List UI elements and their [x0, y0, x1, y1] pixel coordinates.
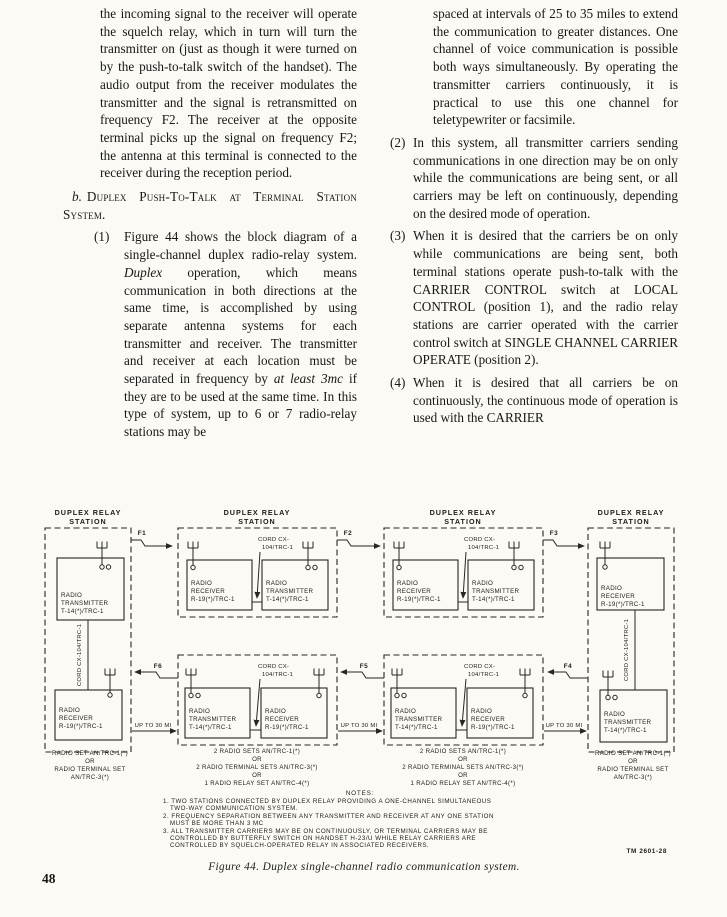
station-header: STATION — [612, 517, 650, 526]
station-4 — [588, 508, 674, 781]
item-number: (2) — [390, 134, 406, 150]
equipment-label: 2 RADIO TERMINAL SETS AN/TRC-3(*) — [402, 764, 524, 771]
equipment-label: 2 RADIO TERMINAL SETS AN/TRC-3(*) — [196, 764, 318, 771]
equipment-label: RADIO SET AN/TRC-1(*) — [595, 750, 671, 757]
equipment-label: RADIO SET AN/TRC-1(*) — [52, 750, 128, 757]
box-label: R-19(*)/TRC-1 — [397, 596, 441, 603]
figure-44-diagram — [36, 502, 702, 898]
box-label: RADIO — [472, 580, 494, 587]
cord-label: 104/TRC-1 — [468, 672, 500, 678]
equipment-label: 1 RADIO RELAY SET AN/TRC-4(*) — [204, 780, 310, 787]
box-label: RADIO — [61, 592, 83, 599]
note-line: 1. TWO STATIONS CONNECTED BY DUPLEX RELAY PROVIDING A ONE-CHANNEL SIMULTANEOUS — [163, 798, 492, 805]
box-label: R-19(*)/TRC-1 — [601, 601, 645, 608]
antenna-icon — [394, 542, 404, 570]
cord-label: 104/TRC-1 — [262, 545, 294, 551]
list-item-3 — [385, 227, 678, 369]
figure-notes — [163, 790, 494, 849]
box-label: RECEIVER — [471, 716, 506, 723]
station-header: DUPLEX RELAY — [597, 508, 665, 517]
equipment-label: OR — [252, 756, 262, 763]
box-label: R-19(*)/TRC-1 — [59, 723, 103, 730]
antenna-icon — [186, 669, 200, 698]
f5-label: F5 — [359, 663, 369, 670]
frequency-arrows — [131, 530, 588, 678]
item-text — [124, 228, 357, 440]
equipment-label: 2 RADIO SETS AN/TRC-1(*) — [419, 748, 507, 755]
note-line: CONTROLLED BY SQUELCH-OPERATED RELAY IN ASSOCIATED RECEIVERS. — [170, 842, 430, 849]
distance-label: UP TO 30 MI — [134, 723, 172, 729]
box-label: RADIO — [189, 708, 211, 715]
note-line: 3. ALL TRANSMITTER CARRIERS MAY BE ON CONTINUOUSLY, OR TERMINAL CARRIERS MAY BE — [163, 828, 488, 835]
box-label: R-19(*)/TRC-1 — [191, 596, 235, 603]
notes-title: NOTES: — [345, 790, 375, 797]
item-text-part: if they are to be used at the same time. In this type of system, up to 6 or 7 radio-relay stations may be — [124, 371, 358, 440]
box-label: RADIO — [604, 711, 626, 718]
station-3 — [384, 508, 543, 787]
f3-label: F3 — [549, 530, 559, 537]
list-item-1 — [63, 228, 357, 440]
f2-arrow — [337, 540, 380, 546]
box-label: RADIO — [266, 580, 288, 587]
cord-label: CORD CX-104/TRC-1 — [624, 618, 630, 682]
box-label: T-14(*)/TRC-1 — [189, 724, 232, 731]
cord-leader-arrow — [463, 552, 466, 598]
antenna-icon — [600, 542, 610, 570]
heading-marker: b. — [72, 189, 82, 205]
antenna-icon — [188, 542, 198, 570]
note-line: TWO-WAY COMMUNICATION SYSTEM. — [170, 805, 299, 812]
cord-label: CORD CX- — [258, 664, 290, 670]
station-header: STATION — [69, 517, 107, 526]
cord-label: CORD CX-104/TRC-1 — [77, 623, 83, 687]
equipment-label: 1 RADIO RELAY SET AN/TRC-4(*) — [410, 780, 516, 787]
station-1 — [45, 508, 131, 781]
equipment-label: AN/TRC-3(*) — [613, 774, 653, 781]
cord-leader-arrow — [256, 679, 260, 726]
antenna-icon — [520, 669, 530, 698]
f3-arrow — [543, 540, 584, 546]
box-label: RADIO — [471, 708, 493, 715]
box-label: RECEIVER — [59, 715, 94, 722]
antenna-icon — [392, 669, 406, 698]
item-number: (1) — [94, 229, 110, 245]
box-label: TRANSMITTER — [604, 719, 652, 726]
antenna-icon — [314, 669, 324, 698]
equipment-label: OR — [85, 758, 95, 765]
box-label: RECEIVER — [265, 716, 300, 723]
note-line: CONTROLLED BY BUTTERFLY SWITCH ON HANDSET H-23/U WHILE RELAY CARRIERS ARE — [170, 835, 477, 842]
box-label: TRANSMITTER — [61, 600, 109, 607]
box-label: TRANSMITTER — [472, 588, 520, 595]
cord-label: CORD CX- — [258, 537, 290, 543]
box-label: RADIO — [397, 580, 419, 587]
equipment-label: AN/TRC-3(*) — [70, 774, 110, 781]
note-line: MUST BE MORE THAN 3 MC — [170, 820, 264, 827]
f1-arrow — [131, 540, 172, 546]
item-text-part: operation, which means communication in both directions at the same time, is accomplished by using separate antenna systems for each transmitter and receiver. The transmitter and receiver at each location must be separated in frequency by — [124, 264, 357, 387]
f4-arrow — [548, 672, 588, 678]
box-label: RADIO — [59, 707, 81, 714]
equipment-label: OR — [628, 758, 638, 765]
cord-label: 104/TRC-1 — [468, 545, 500, 551]
f4-label: F4 — [563, 663, 573, 670]
list-item-2 — [385, 134, 678, 223]
station-header: DUPLEX RELAY — [223, 508, 291, 517]
item-text: In this system, all transmitter carriers sending communications in one direction may be on only while the communications are being sent, or all carriers may be left on continuously, depending on the desired mode of operation. — [413, 134, 678, 221]
cord-label: 104/TRC-1 — [262, 672, 294, 678]
equipment-label: RADIO TERMINAL SET — [54, 766, 126, 773]
f2-label: F2 — [343, 530, 353, 537]
box-label: TRANSMITTER — [266, 588, 314, 595]
box-label: RADIO — [191, 580, 213, 587]
station-header: DUPLEX RELAY — [429, 508, 497, 517]
antenna-icon — [105, 669, 115, 698]
f6-arrow — [135, 672, 178, 678]
item-text-italic: at least 3mc — [273, 371, 343, 387]
box-label: TRANSMITTER — [189, 716, 237, 723]
antenna-icon — [509, 542, 523, 570]
tm-reference-number: TM 2601-28 — [626, 848, 667, 855]
item-number: (3) — [390, 228, 406, 244]
section-heading — [63, 188, 357, 223]
cord-leader-arrow — [462, 679, 466, 726]
item-text-italic: Duplex — [124, 264, 163, 280]
figure-caption: Figure 44. Duplex single-channel radio communication system. — [208, 861, 520, 873]
distance-label: UP TO 30 MI — [340, 723, 378, 729]
equipment-label: OR — [252, 772, 262, 779]
station-header: STATION — [444, 517, 482, 526]
paragraph: the incoming signal to the receiver will operate the squelch relay, which in turn will turn the transmitter on (just as though it were turned on by the push-to-talk switch of the handset). The audio output from the receiver modulates the transmitter and the signal is retransmitted on frequency F2. The receiver at the opposite terminal picks up the signal on frequency F2; the antenna at this terminal is connected to the receiver during the reception period. — [100, 6, 357, 181]
station-header: STATION — [238, 517, 276, 526]
item-text: When it is desired that all carriers be on continuously, the continuous mode of operation is used with the CARRIER — [413, 375, 678, 426]
antenna-icon — [603, 671, 617, 700]
box-label: RECEIVER — [397, 588, 432, 595]
heading-title: Duplex Push-To-Talk at Terminal Station System. — [63, 189, 357, 222]
box-label: R-19(*)/TRC-1 — [471, 724, 515, 731]
station-header: DUPLEX RELAY — [54, 508, 122, 517]
paragraph: spaced at intervals of 25 to 35 miles to extend the communication to greater distances. One channel of voice communication is possible both ways simultaneously. By operating the transmitter carriers continuously, it is practical to use this one channel for teletypewriter or facsimile. — [433, 6, 678, 128]
box-label: TRANSMITTER — [395, 716, 443, 723]
antenna-icon — [97, 542, 111, 570]
box-label: R-19(*)/TRC-1 — [265, 724, 309, 731]
box-label: T-14(*)/TRC-1 — [472, 596, 515, 603]
antenna-icon — [303, 542, 317, 570]
f5-arrow — [341, 672, 384, 678]
equipment-label: RADIO TERMINAL SET — [597, 766, 669, 773]
equipment-label: OR — [458, 756, 468, 763]
box-label: RADIO — [395, 708, 417, 715]
box-label: RADIO — [601, 585, 623, 592]
page-number: 48 — [42, 871, 56, 886]
f1-label: F1 — [137, 530, 147, 537]
box-label: RADIO — [265, 708, 287, 715]
cord-leader-arrow — [257, 552, 260, 598]
station-2 — [178, 508, 337, 787]
item-text: When it is desired that the carriers be on only while communications are being sent, both terminal stations operate push-to-talk with the CARRIER CONTROL switch at LOCAL CONTROL (position 1), and the radio relay stations are carrier operated with the carrier control switch at SINGLE CHANNEL CARRIER OPERATE (position 2). — [413, 228, 678, 368]
box-label: T-14(*)/TRC-1 — [266, 596, 309, 603]
list-item-4 — [385, 374, 678, 427]
box-label: T-14(*)/TRC-1 — [604, 727, 647, 734]
f6-label: F6 — [153, 663, 163, 670]
cord-label: CORD CX- — [464, 664, 496, 670]
box-label: RECEIVER — [601, 593, 636, 600]
left-column — [63, 5, 357, 441]
box-label: RECEIVER — [191, 588, 226, 595]
cord-label: CORD CX- — [464, 537, 496, 543]
item-text-part: Figure 44 shows the block diagram of a single-channel duplex radio-relay system. — [124, 229, 357, 263]
distance-label: UP TO 30 MI — [545, 723, 583, 729]
equipment-label: 2 RADIO SETS AN/TRC-1(*) — [213, 748, 301, 755]
box-label: T-14(*)/TRC-1 — [61, 608, 104, 615]
item-number: (4) — [390, 375, 406, 391]
right-column — [385, 5, 678, 427]
note-line: 2. FREQUENCY SEPARATION BETWEEN ANY TRANSMITTER AND RECEIVER AT ANY ONE STATION — [163, 813, 494, 820]
equipment-label: OR — [458, 772, 468, 779]
box-label: T-14(*)/TRC-1 — [395, 724, 438, 731]
